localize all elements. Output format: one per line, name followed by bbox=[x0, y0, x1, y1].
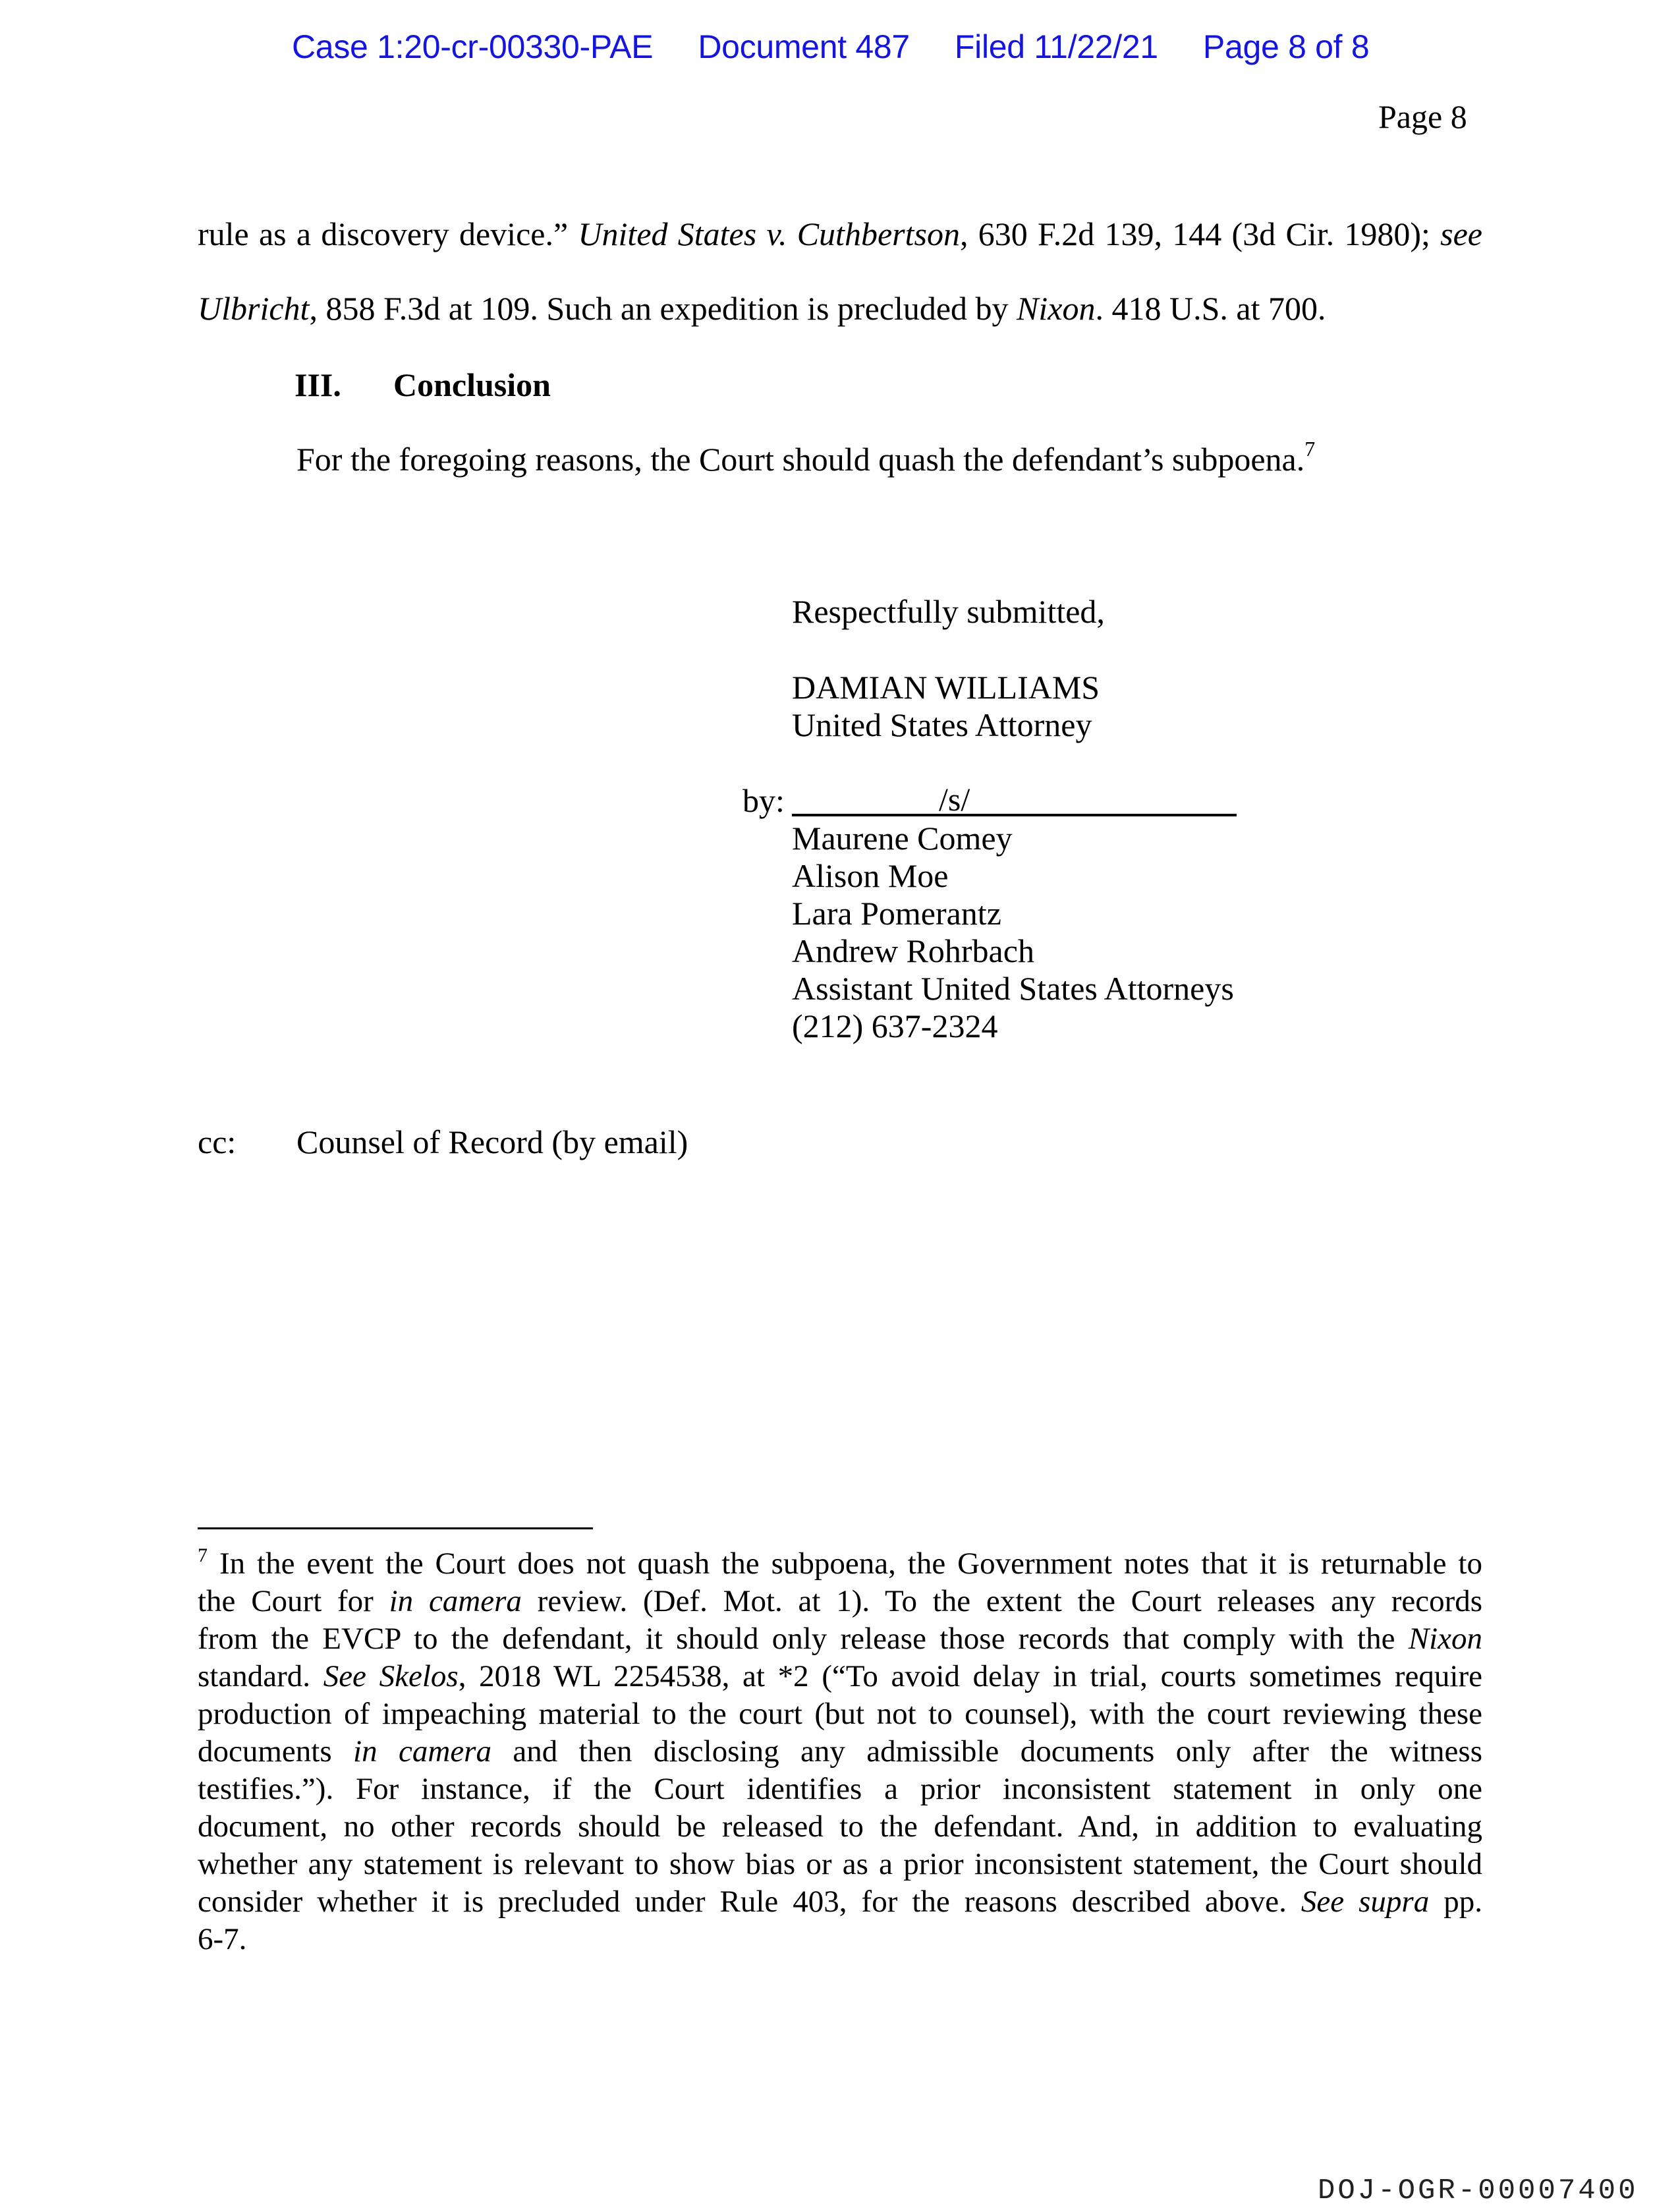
footnote-text: review. (Def. Mot. at 1). To the extent the Court releases any records bbox=[521, 1584, 1483, 1618]
conclusion-text: For the foregoing reasons, the Court should quash the defendant’s subpoena. bbox=[296, 441, 1305, 478]
footnote-italic-text: See supra bbox=[1301, 1885, 1430, 1919]
signers-title: Assistant United States Attorneys bbox=[792, 970, 1234, 1007]
footnote-text: the Court for bbox=[198, 1584, 389, 1618]
footnote-separator bbox=[198, 1527, 593, 1529]
by-label: by: bbox=[742, 782, 785, 819]
footnote-text: and then disclosing any admissible documents only after the witness bbox=[491, 1734, 1482, 1769]
signer-name: Lara Pomerantz bbox=[792, 895, 1001, 932]
electronic-signature: /s/ bbox=[939, 781, 970, 818]
signature-line bbox=[792, 814, 1237, 816]
footnote-line bbox=[198, 1545, 1482, 1581]
footnote-line bbox=[198, 1736, 1482, 1767]
body-text: , 858 F.3d at 109. Such an expedition is precluded by bbox=[309, 290, 1017, 327]
cc-label: cc: bbox=[198, 1123, 237, 1160]
footnote-text: 6-7. bbox=[198, 1922, 247, 1956]
footnote-line bbox=[198, 1586, 1482, 1617]
footnote-italic-text: Nixon bbox=[1408, 1622, 1482, 1656]
bates-number: DOJ-OGR-00007400 bbox=[1318, 2174, 1638, 2207]
body-line-2 bbox=[198, 292, 1482, 325]
citation-signal: see bbox=[1440, 215, 1482, 252]
section-heading bbox=[294, 366, 551, 404]
footnote-text: production of impeaching material to the court (but not to counsel), with the court reviewing these bbox=[198, 1697, 1482, 1731]
footnote-text: pp. bbox=[1429, 1885, 1482, 1919]
conclusion-paragraph bbox=[296, 437, 1316, 478]
footnote-italic-text: in camera bbox=[353, 1734, 491, 1769]
attorney-title: United States Attorney bbox=[792, 706, 1092, 743]
running-page-number: Page 8 bbox=[1378, 98, 1467, 135]
footnote-text: document, no other records should be released to the defendant. And, in addition to evaluating bbox=[198, 1809, 1482, 1844]
ecf-filed-date: Filed 11/22/21 bbox=[954, 28, 1158, 65]
footnote-line bbox=[198, 1924, 1482, 1955]
signer-name: Alison Moe bbox=[792, 857, 949, 894]
case-citation: Nixon bbox=[1017, 290, 1096, 327]
body-text: rule as a discovery device.” bbox=[198, 215, 578, 252]
case-citation: Ulbricht bbox=[198, 290, 310, 327]
body-line-1 bbox=[198, 217, 1482, 250]
footnote-line bbox=[198, 1774, 1482, 1805]
footnote-line bbox=[198, 1661, 1482, 1692]
footnote-reference: 7 bbox=[1304, 437, 1316, 461]
cc-recipients: Counsel of Record (by email) bbox=[296, 1123, 688, 1160]
ecf-document-number: Document 487 bbox=[698, 28, 910, 65]
footnote-italic-text: in camera bbox=[389, 1584, 522, 1618]
footnote-italic-text: See Skelos bbox=[323, 1659, 459, 1693]
case-citation: United States v. Cuthbertson bbox=[578, 215, 960, 252]
footnote-text: testifies.”). For instance, if the Court identifies a prior inconsistent statement in only one bbox=[198, 1772, 1482, 1806]
footnote-text: whether any statement is relevant to show bias or as a prior inconsistent statement, the Court should bbox=[198, 1847, 1482, 1881]
body-text: . 418 U.S. at 700. bbox=[1095, 290, 1326, 327]
signer-phone: (212) 637-2324 bbox=[792, 1007, 998, 1044]
footnote-line bbox=[198, 1849, 1482, 1880]
closing: Respectfully submitted, bbox=[792, 593, 1105, 630]
footnote-line bbox=[198, 1699, 1482, 1730]
footnote-number: 7 bbox=[198, 1545, 208, 1566]
footnote-line bbox=[198, 1624, 1482, 1655]
footnote-line bbox=[198, 1886, 1482, 1917]
footnote-text: In the event the Court does not quash the subpoena, the Government notes that it is returnable to bbox=[208, 1546, 1482, 1581]
signer-name: Andrew Rohrbach bbox=[792, 932, 1034, 969]
footnote-text: standard. bbox=[198, 1659, 323, 1693]
footnote-text: , 2018 WL 2254538, at *2 (“To avoid delay in trial, courts sometimes require bbox=[458, 1659, 1482, 1693]
section-title: Conclusion bbox=[393, 366, 551, 403]
body-text: , 630 F.2d 139, 144 (3d Cir. 1980); bbox=[959, 215, 1441, 252]
footnote-line bbox=[198, 1811, 1482, 1842]
footnote-text: documents bbox=[198, 1734, 354, 1769]
footnote-text: consider whether it is precluded under Rule 403, for the reasons described above. bbox=[198, 1885, 1301, 1919]
ecf-page-count: Page 8 of 8 bbox=[1202, 28, 1370, 65]
ecf-case-number: Case 1:20-cr-00330-PAE bbox=[292, 28, 654, 65]
attorney-name: DAMIAN WILLIAMS bbox=[792, 669, 1100, 706]
signer-name: Maurene Comey bbox=[792, 820, 1013, 857]
section-number: III. bbox=[294, 366, 341, 403]
ecf-header bbox=[292, 28, 1369, 66]
footnote-text: from the EVCP to the defendant, it should only release those records that comply with the bbox=[198, 1622, 1409, 1656]
